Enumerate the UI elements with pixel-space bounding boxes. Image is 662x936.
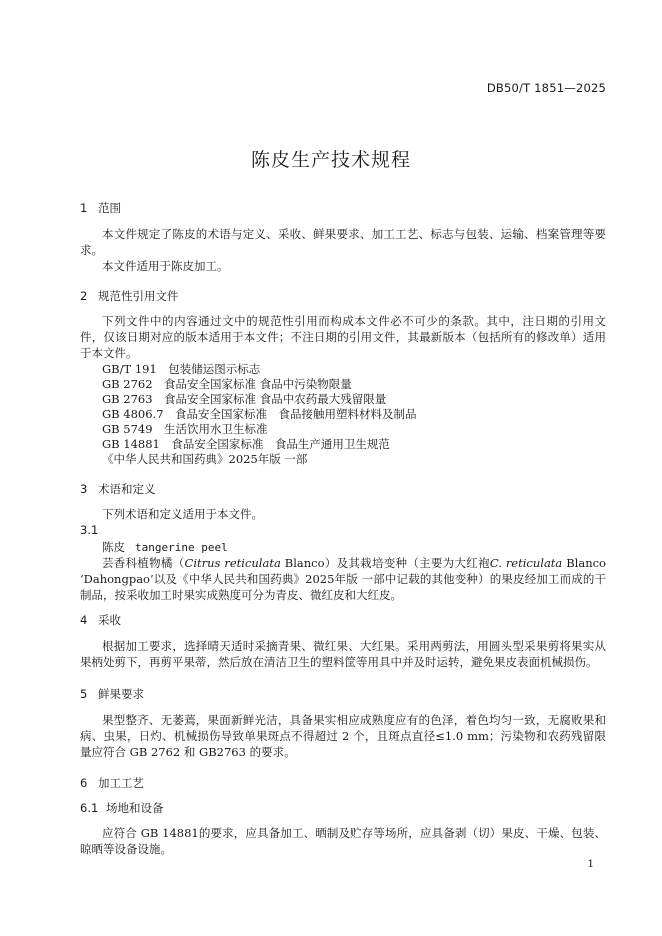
reference-item: 《中华人民共和国药典》2025年版 一部	[102, 452, 308, 466]
term-chinese: 陈皮	[102, 540, 125, 554]
section-5-paragraph-1: 果型整齐、无萎蔫，果面新鲜光洁，具备果实相应成熟度应有的色泽，着色均匀一致，无腐败果和病、虫果，日灼、机械损伤导致单果斑点不得超过 2 个，且斑点直径≤1.0 mm；污染物和农药残留限量应符合 GB 2762 和 GB2763 的要求。	[80, 713, 606, 759]
reference-item: GB 4806.7 食品安全国家标准 食品接触用塑料材料及制品	[102, 407, 417, 421]
section-1-paragraph-2: 本文件适用于陈皮加工。	[102, 259, 229, 273]
term-entry	[102, 539, 228, 555]
section-3-heading	[80, 481, 156, 497]
reference-item: GB 5749 生活饮用水卫生标准	[102, 422, 268, 436]
section-4-heading	[80, 612, 121, 628]
section-number: 6	[80, 776, 88, 790]
section-number: 3	[80, 482, 88, 496]
section-2-heading	[80, 288, 179, 304]
section-5-heading	[80, 686, 144, 702]
section-title: 范围	[98, 201, 121, 215]
section-3-paragraph-1: 下列术语和定义适用于本文件。	[102, 507, 263, 521]
term-english: tangerine peel	[135, 541, 228, 554]
term-definition: 芸香科植物橘（Citrus reticulata Blanco）及其栽培变种（主要为大红袍C. reticulata Blanco ‘Dahongpao’以及《中华人民共和国药典》2025年版 一部中记载的其他变种）的果皮经加工而成的干制品，按采收加工时果实成熟度可分为青皮、微红皮和大红皮。	[80, 556, 606, 602]
subsection-6-1-heading	[80, 800, 164, 816]
subsection-number: 6.1	[80, 801, 99, 815]
subsection-6-1-paragraph-1: 应符合 GB 14881的要求，应具备加工、晒制及贮存等场所，应具备剥（切）果皮、干燥、包装、晾晒等设备设施。	[80, 826, 606, 856]
reference-item: GB 2763 食品安全国家标准 食品中农药最大残留限量	[102, 392, 387, 406]
term-number: 3.1	[80, 523, 99, 537]
document-number: DB50/T 1851—2025	[486, 81, 606, 95]
section-title: 采收	[98, 613, 121, 627]
subsection-title: 场地和设备	[106, 801, 164, 815]
section-number: 2	[80, 289, 88, 303]
section-title: 规范性引用文件	[98, 289, 179, 303]
section-1-paragraph-1: 本文件规定了陈皮的术语与定义、采收、鲜果要求、加工工艺、标志与包装、运输、档案管理等要求。	[80, 227, 606, 257]
section-number: 5	[80, 687, 88, 701]
section-number: 1	[80, 201, 88, 215]
section-title: 加工工艺	[98, 776, 144, 790]
reference-item: GB 14881 食品安全国家标准 食品生产通用卫生规范	[102, 437, 390, 451]
section-title: 鲜果要求	[98, 687, 144, 701]
reference-item: GB/T 191 包装储运图示标志	[102, 362, 261, 376]
page-title: 陈皮生产技术规程	[250, 149, 411, 171]
section-4-paragraph-1: 根据加工要求，选择晴天适时采摘青果、微红果、大红果。采用两剪法，用圆头型采果剪将果实从果柄处剪下，再剪平果蒂，然后放在清洁卫生的塑料筐等用具中并及时运转，避免果皮表面机械损伤。	[80, 639, 606, 669]
page-number: 1	[587, 858, 594, 870]
section-2-paragraph-1: 下列文件中的内容通过文中的规范性引用而构成本文件必不可少的条款。其中，注日期的引用文件，仅该日期对应的版本适用于本文件；不注日期的引用文件，其最新版本（包括所有的修改单）适用于本文件。	[80, 314, 606, 360]
section-6-heading	[80, 775, 144, 791]
section-1-heading	[80, 200, 121, 216]
section-title: 术语和定义	[98, 482, 156, 496]
section-number: 4	[80, 613, 88, 627]
reference-item: GB 2762 食品安全国家标准 食品中污染物限量	[102, 377, 352, 391]
